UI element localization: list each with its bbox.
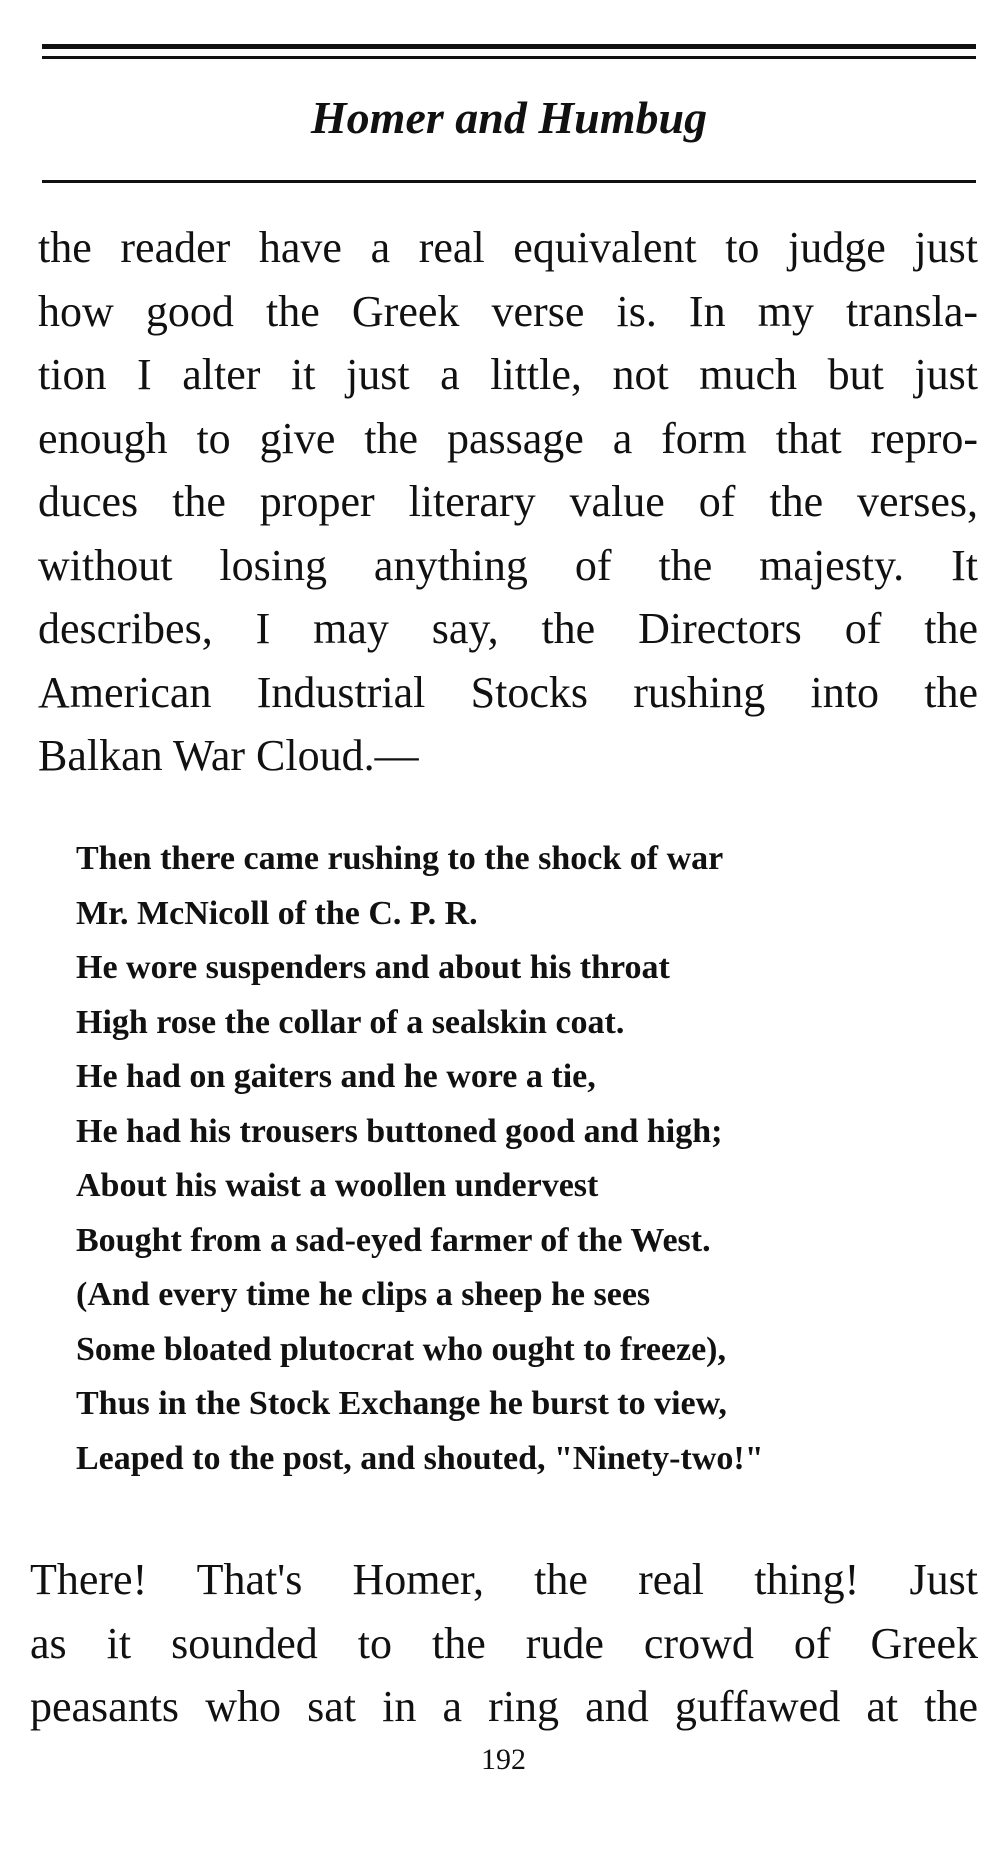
verse-line: He wore suspenders and about his throat	[76, 949, 670, 986]
verse-line: Then there came rushing to the shock of war	[76, 840, 724, 877]
text-line: as it sounded to the rude crowd of Greek	[30, 1618, 978, 1668]
top-double-rule-thick	[42, 44, 976, 49]
top-double-rule-thin	[42, 56, 976, 59]
verse-line: He had on gaiters and he wore a tie,	[76, 1058, 596, 1095]
text-line: enough to give the passage a form that repro-	[38, 413, 978, 463]
verse-line: Leaped to the post, and shouted, "Ninety-two!"	[76, 1439, 764, 1477]
text-line: American Industrial Stocks rushing into the	[38, 667, 978, 717]
verse-line: About his waist a woollen undervest	[76, 1167, 599, 1204]
verse-line: Mr. McNicoll of the C. P. R.	[76, 894, 478, 932]
verse-block	[76, 832, 936, 1486]
text-line: the reader have a real equivalent to judge just	[38, 223, 978, 272]
verse-line: Bought from a sad-eyed farmer of the West.	[76, 1221, 711, 1259]
verse-line: High rose the collar of a sealskin coat.	[76, 1003, 625, 1041]
text-line: There! That's Homer, the real thing! Just	[30, 1555, 978, 1604]
page-number: 192	[481, 1743, 526, 1776]
text-line: without losing anything of the majesty. It	[38, 540, 978, 590]
text-line: describes, I may say, the Directors of the	[38, 604, 978, 653]
verse-line: Thus in the Stock Exchange he burst to view,	[76, 1385, 727, 1422]
text-line: peasants who sat in a ring and guffawed at the	[30, 1682, 978, 1731]
text-line: how good the Greek verse is. In my transla-	[38, 286, 978, 336]
paragraph-2	[30, 1548, 978, 1739]
text-line: duces the proper literary value of the verses,	[38, 477, 978, 526]
text-line: Balkan War Cloud.—	[38, 731, 419, 780]
verse-line: (And every time he clips a sheep he sees	[76, 1276, 651, 1313]
verse-line: He had his trousers buttoned good and high;	[76, 1112, 723, 1150]
paragraph-1	[38, 216, 978, 788]
running-head: Homer and Humbug	[310, 92, 708, 143]
header-underline-rule	[42, 180, 976, 183]
verse-line: Some bloated plutocrat who ought to freeze),	[76, 1330, 727, 1368]
text-line: tion I alter it just a little, not much but just	[38, 350, 978, 399]
